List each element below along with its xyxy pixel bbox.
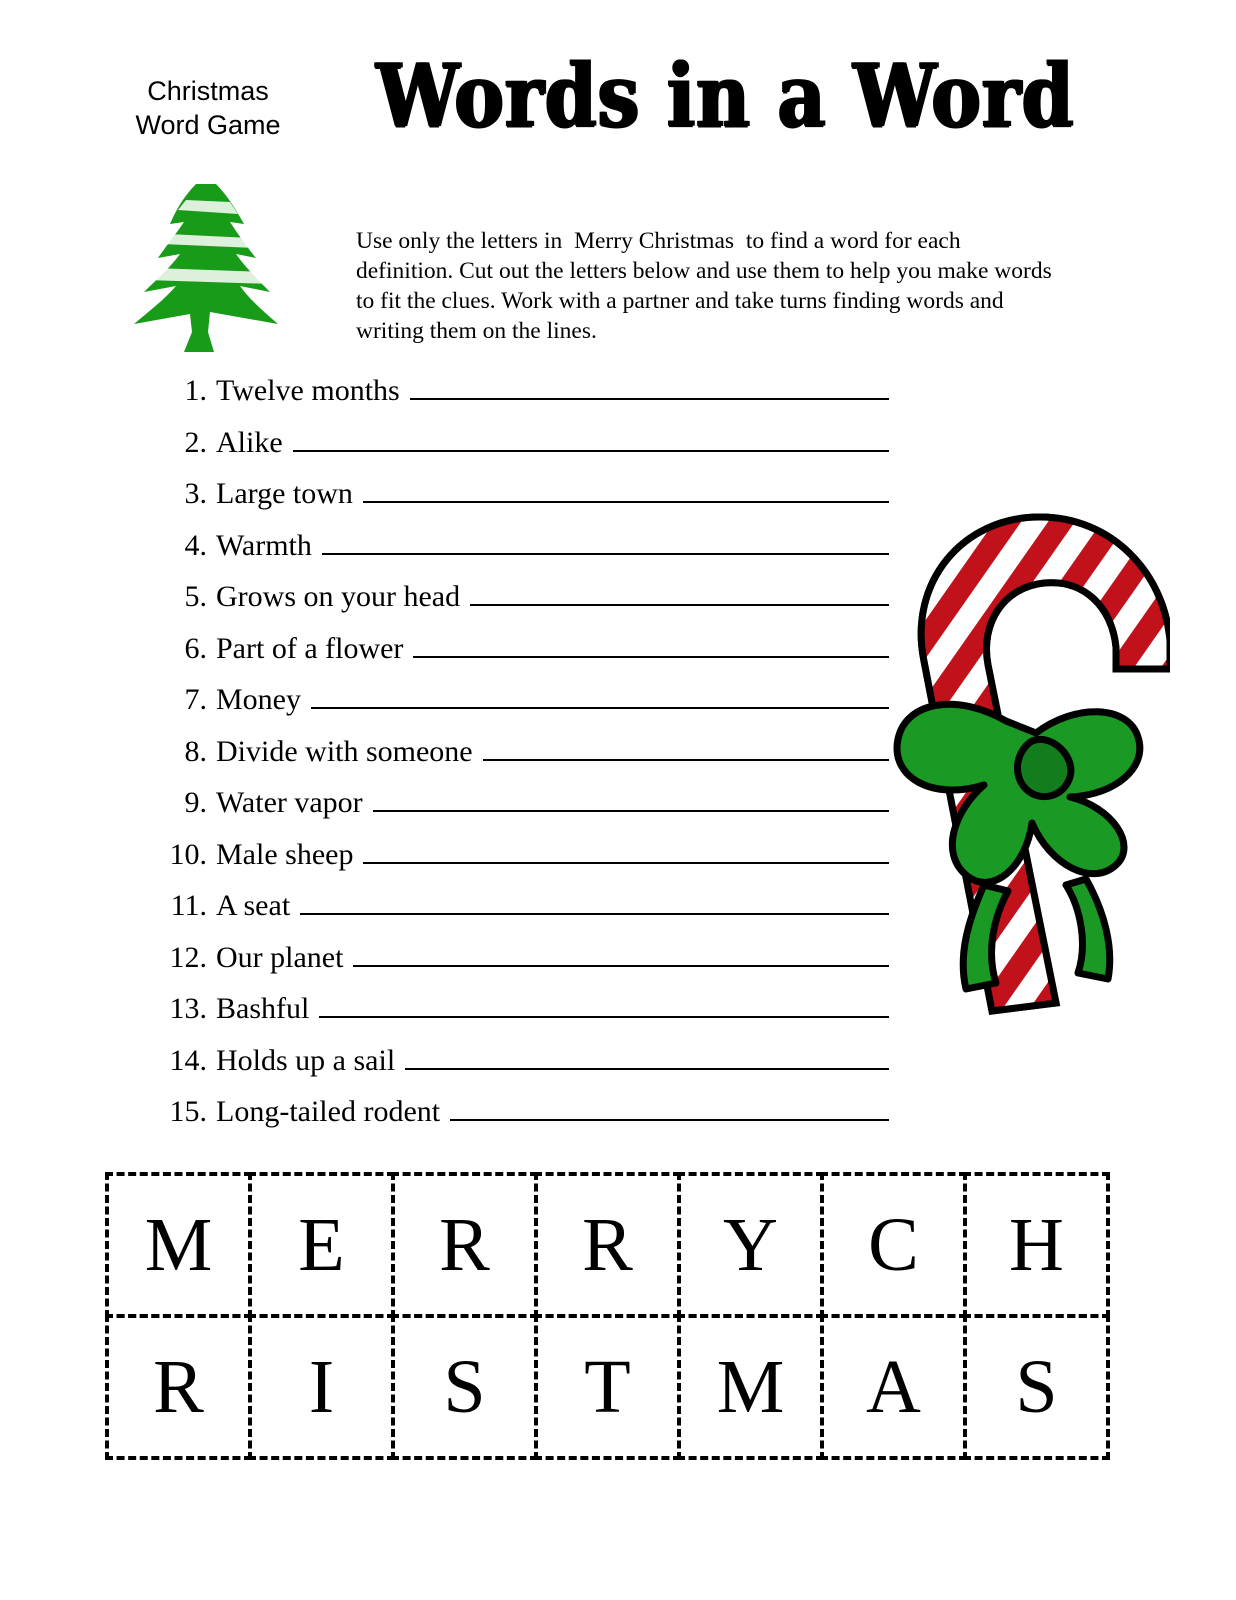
- clue-row: [155, 784, 895, 836]
- clue-row: [155, 836, 895, 888]
- answer-line[interactable]: [483, 733, 889, 761]
- clue-number: 5.: [184, 580, 207, 613]
- answer-line[interactable]: [410, 372, 889, 400]
- clue-number: 9.: [184, 786, 207, 819]
- instructions-paragraph: [356, 226, 1056, 346]
- answer-line[interactable]: [470, 578, 889, 606]
- clue-text: Divide with someone: [216, 734, 473, 768]
- letter-tile[interactable]: E: [248, 1172, 395, 1318]
- clue-text: Male sheep: [216, 837, 354, 871]
- clue-row: [155, 475, 895, 527]
- letter-tile[interactable]: R: [391, 1172, 538, 1318]
- clue-number: 14.: [169, 1043, 207, 1077]
- letter-tiles-row-2: [105, 1314, 1135, 1456]
- letter-tile[interactable]: A: [820, 1314, 967, 1460]
- clue-text: Long-tailed rodent: [216, 1095, 441, 1128]
- answer-line[interactable]: [353, 939, 889, 967]
- clue-row: [155, 733, 895, 785]
- clue-number: 15.: [169, 1095, 207, 1128]
- instructions-after: to find a word for each definition. Cut out the letters below and use them to help you make words to fit the clues. Work with a partner and take turns finding words and writing them on the lines.: [356, 227, 1052, 344]
- clue-text: Bashful: [216, 992, 310, 1025]
- answer-line[interactable]: [373, 784, 889, 812]
- answer-line[interactable]: [405, 1042, 889, 1070]
- clue-row: [155, 424, 895, 476]
- kicker-line-1: Christmas: [147, 76, 269, 106]
- answer-line[interactable]: [293, 424, 889, 452]
- letter-tile[interactable]: S: [391, 1314, 538, 1460]
- page-title: Words in a Word: [375, 46, 1075, 148]
- answer-line[interactable]: [450, 1093, 889, 1121]
- clue-number: 3.: [184, 477, 207, 510]
- letter-tile[interactable]: T: [534, 1314, 681, 1460]
- kicker-label: [108, 74, 308, 142]
- kicker-line-2: Word Game: [135, 110, 281, 140]
- clue-row: [155, 1042, 895, 1094]
- clue-row: [155, 578, 895, 630]
- answer-line[interactable]: [311, 681, 889, 709]
- answer-line[interactable]: [363, 475, 889, 503]
- clue-text: Large town: [216, 477, 353, 510]
- clue-number: 6.: [184, 631, 207, 665]
- letter-tiles-grid: [105, 1172, 1135, 1456]
- clue-row: [155, 887, 895, 939]
- clue-number: 7.: [184, 683, 207, 716]
- letter-tile[interactable]: S: [963, 1314, 1110, 1460]
- letter-tile[interactable]: Y: [677, 1172, 824, 1318]
- christmas-tree-icon: [118, 180, 298, 355]
- clue-list: [155, 372, 895, 1145]
- clue-number: 2.: [184, 425, 207, 459]
- instructions-before: Use only the letters in: [356, 227, 563, 254]
- clue-text: Twelve months: [216, 374, 400, 407]
- clue-row: [155, 1093, 895, 1145]
- clue-text: Warmth: [216, 528, 312, 562]
- letter-tile[interactable]: I: [248, 1314, 395, 1460]
- clue-text: Grows on your head: [216, 580, 461, 613]
- answer-line[interactable]: [319, 990, 889, 1018]
- letter-tile[interactable]: M: [105, 1172, 252, 1318]
- clue-text: Holds up a sail: [216, 1043, 396, 1077]
- clue-number: 12.: [169, 940, 207, 974]
- clue-number: 8.: [184, 734, 207, 768]
- clue-row: [155, 372, 895, 424]
- clue-number: 13.: [169, 992, 207, 1025]
- clue-text: A seat: [216, 889, 291, 922]
- clue-number: 1.: [184, 374, 207, 407]
- letter-tiles-row-1: [105, 1172, 1135, 1314]
- clue-row: [155, 527, 895, 579]
- answer-line[interactable]: [300, 887, 889, 915]
- clue-number: 10.: [169, 837, 207, 871]
- clue-text: Money: [216, 683, 301, 716]
- clue-text: Alike: [216, 425, 283, 459]
- clue-text: Part of a flower: [216, 631, 404, 665]
- clue-number: 4.: [184, 528, 207, 562]
- clue-row: [155, 681, 895, 733]
- letter-tile[interactable]: C: [820, 1172, 967, 1318]
- clue-text: Water vapor: [216, 786, 363, 819]
- clue-row: [155, 939, 895, 991]
- letter-tile[interactable]: R: [534, 1172, 681, 1318]
- answer-line[interactable]: [322, 527, 889, 555]
- page-header: [0, 46, 1236, 166]
- letter-tile[interactable]: M: [677, 1314, 824, 1460]
- instructions-highlight: Merry Christmas: [574, 227, 735, 254]
- clue-text: Our planet: [216, 940, 344, 974]
- letter-tile[interactable]: R: [105, 1314, 252, 1460]
- answer-line[interactable]: [413, 630, 889, 658]
- letter-tile[interactable]: H: [963, 1172, 1110, 1318]
- clue-row: [155, 630, 895, 682]
- candy-cane-with-bow-icon: [880, 455, 1170, 1015]
- clue-row: [155, 990, 895, 1042]
- answer-line[interactable]: [363, 836, 889, 864]
- clue-number: 11.: [170, 889, 207, 922]
